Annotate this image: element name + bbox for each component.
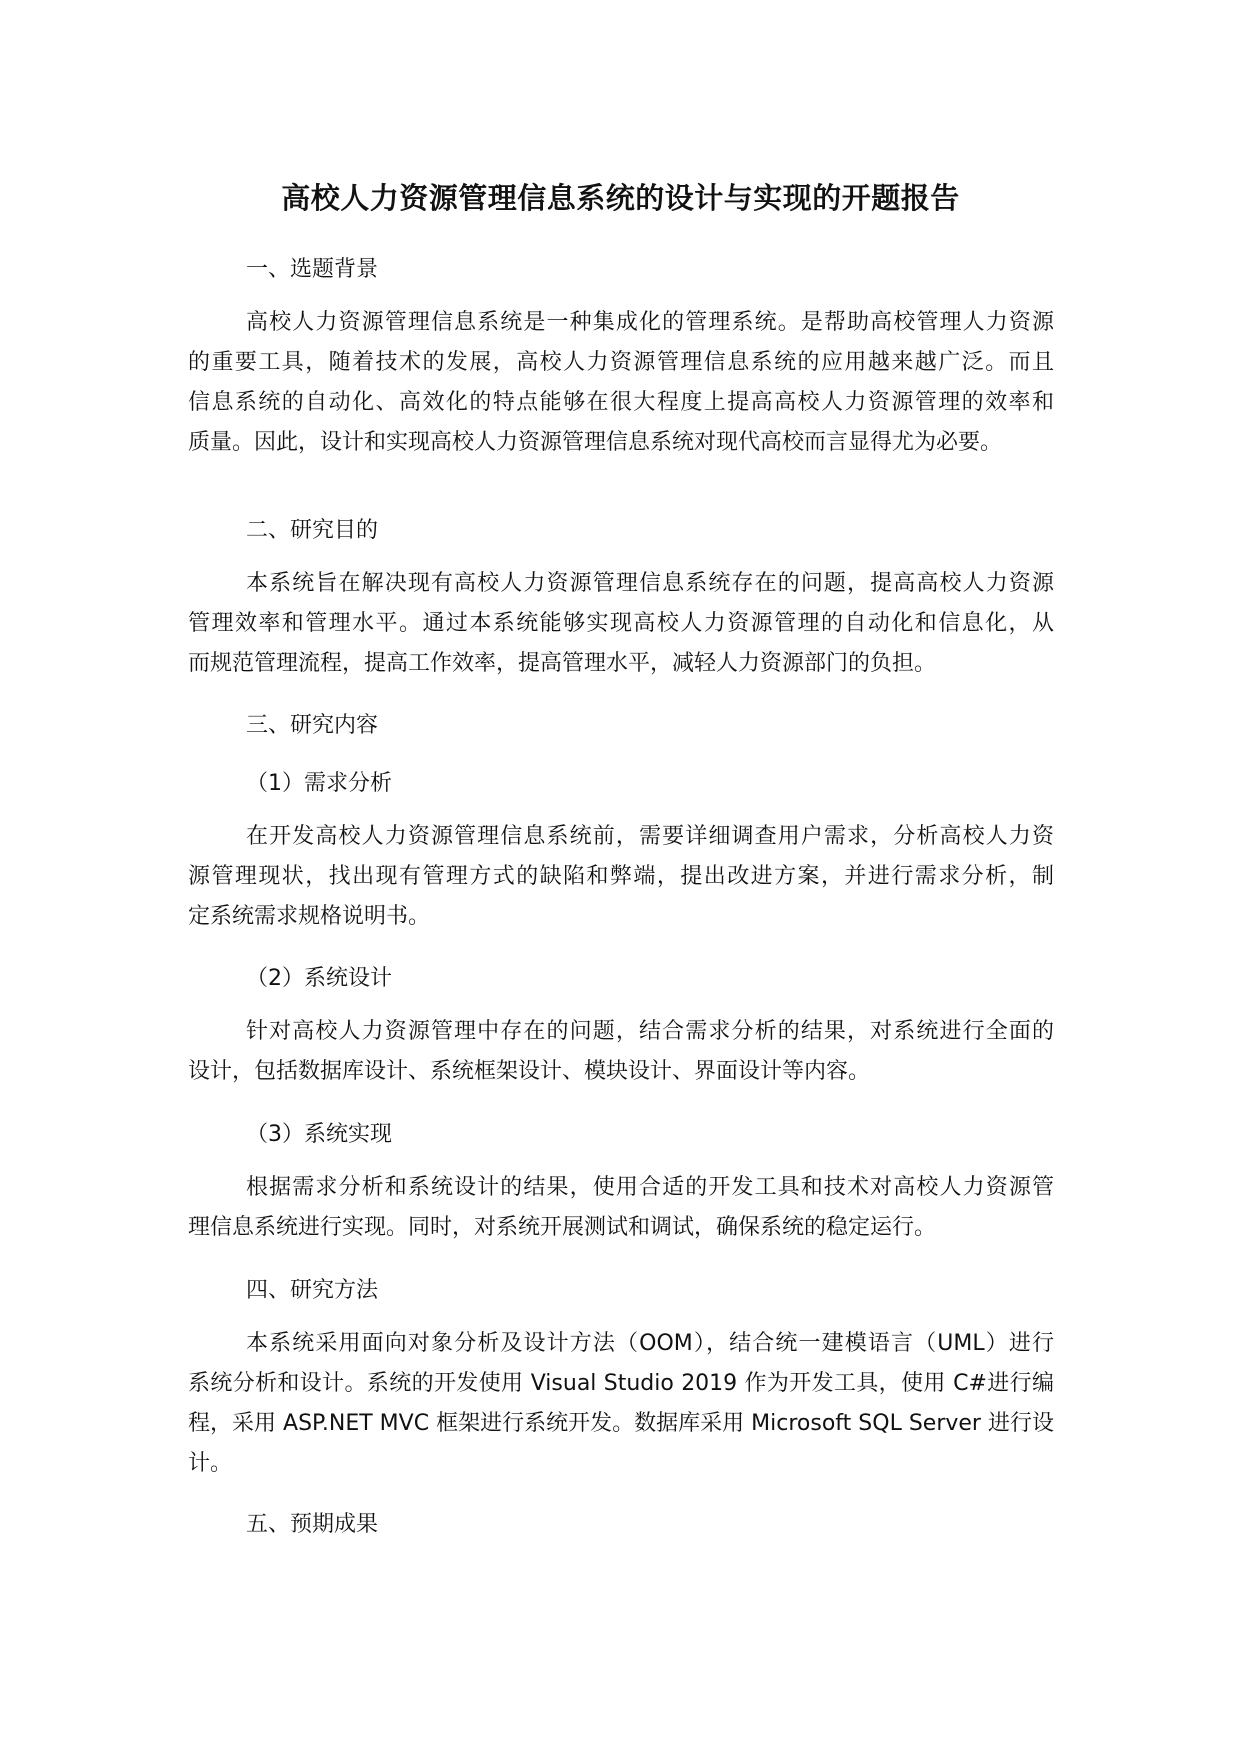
subsection-heading-implementation: （3）系统实现 — [246, 1122, 392, 1147]
paragraph-line: 理信息系统进行实现。同时，对系统开展测试和调试，确保系统的稳定运行。 — [188, 1215, 937, 1240]
paragraph-line: 在开发高校人力资源管理信息系统前，需要详细调查用户需求，分析高校人力资 — [246, 824, 1054, 849]
subsection-heading-requirements: （1）需求分析 — [246, 771, 392, 796]
paragraph-line: 本系统旨在解决现有高校人力资源管理信息系统存在的问题，提高高校人力资源 — [246, 571, 1054, 596]
paragraph-line: 针对高校人力资源管理中存在的问题，结合需求分析的结果，对系统进行全面的 — [246, 1019, 1054, 1044]
paragraph-line: 设计，包括数据库设计、系统框架设计、模块设计、界面设计等内容。 — [188, 1059, 871, 1084]
subsection-heading-design: （2）系统设计 — [246, 966, 392, 991]
section-heading-expected-results: 五、预期成果 — [246, 1512, 379, 1537]
paragraph-line: 的重要工具，随着技术的发展，高校人力资源管理信息系统的应用越来越广泛。而且 — [188, 350, 1054, 375]
paragraph-line: 高校人力资源管理信息系统是一种集成化的管理系统。是帮助高校管理人力资源 — [246, 310, 1054, 335]
paragraph-methods — [188, 1324, 1054, 1484]
paragraph-line: 计。 — [188, 1451, 233, 1476]
section-heading-content: 三、研究内容 — [246, 713, 379, 738]
section-heading-purpose: 二、研究目的 — [246, 518, 379, 543]
paragraph-line: 定系统需求规格说明书。 — [188, 904, 431, 929]
paragraph-line: 程，采用 ASP.NET MVC 框架进行系统开发。数据库采用 Microsoft SQL Server 进行设 — [188, 1411, 1054, 1436]
section-heading-background: 一、选题背景 — [246, 257, 379, 282]
paragraph-implementation — [188, 1168, 1054, 1248]
paragraph-line: 源管理现状，找出现有管理方式的缺陷和弊端，提出改进方案，并进行需求分析，制 — [188, 864, 1054, 889]
paragraph-line: 而规范管理流程，提高工作效率，提高管理水平，减轻人力资源部门的负担。 — [188, 651, 937, 676]
paragraph-line: 系统分析和设计。系统的开发使用 Visual Studio 2019 作为开发工具，使用 C#进行编 — [188, 1371, 1054, 1396]
paragraph-design — [188, 1012, 1054, 1092]
section-heading-methods: 四、研究方法 — [246, 1278, 379, 1303]
paragraph-line: 管理效率和管理水平。通过本系统能够实现高校人力资源管理的自动化和信息化，从 — [188, 611, 1054, 636]
paragraph-line: 信息系统的自动化、高效化的特点能够在很大程度上提高高校人力资源管理的效率和 — [188, 390, 1054, 415]
paragraph-line: 根据需求分析和系统设计的结果，使用合适的开发工具和技术对高校人力资源管 — [246, 1175, 1054, 1200]
paragraph-background — [188, 303, 1054, 463]
document-title: 高校人力资源管理信息系统的设计与实现的开题报告 — [281, 181, 960, 215]
paragraph-requirements — [188, 817, 1054, 937]
paragraph-line: 质量。因此，设计和实现高校人力资源管理信息系统对现代高校而言显得尤为必要。 — [188, 430, 1003, 455]
paragraph-line: 本系统采用面向对象分析及设计方法（OOM），结合统一建模语言（UML）进行 — [246, 1331, 1054, 1356]
paragraph-purpose — [188, 564, 1054, 684]
